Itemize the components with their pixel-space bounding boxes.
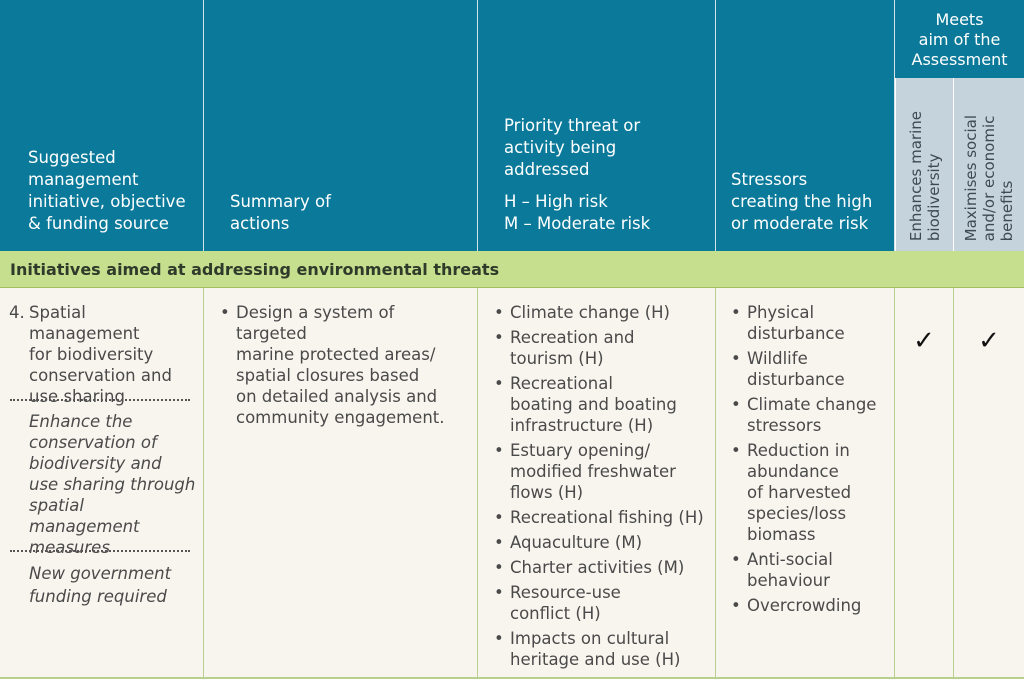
- text-line: • Estuary opening/: [510, 441, 651, 460]
- header-actions: [204, 0, 478, 251]
- text-line: boating and boating: [510, 395, 677, 414]
- header-initiative-text: [28, 147, 195, 235]
- text-line: initiative, objective: [28, 192, 186, 211]
- text-line: conservation of: [29, 433, 157, 452]
- text-line: modified freshwater: [510, 462, 676, 481]
- text-line: • Impacts on cultural: [510, 629, 670, 648]
- header-threat: [478, 0, 716, 251]
- checkmark-icon: ✓: [978, 326, 1000, 356]
- header-stressors: [716, 0, 895, 251]
- stressor-item: [731, 440, 893, 545]
- text-line: species/loss: [747, 504, 847, 523]
- text-line: community engagement.: [236, 408, 445, 427]
- text-line: • Physical: [747, 303, 815, 322]
- text-line: spatial closures based: [236, 366, 420, 385]
- stressor-item: [731, 348, 893, 390]
- text-line: Suggested: [28, 148, 116, 167]
- stressor-item: [731, 302, 893, 344]
- threat-item: [494, 440, 712, 503]
- threat-item: [494, 628, 712, 670]
- threat-item: [494, 373, 712, 436]
- funding-source: [29, 562, 199, 608]
- text-line: • Climate change (H): [510, 303, 670, 322]
- threat-item: [494, 532, 712, 553]
- header-risk-key: [504, 191, 707, 235]
- threat-item: [494, 557, 712, 578]
- stressor-item: [731, 549, 893, 591]
- text-line: Enhance the: [29, 412, 133, 431]
- text-line: Priority threat or: [504, 116, 641, 135]
- threat-item: [494, 327, 712, 369]
- text-line: M – Moderate risk: [504, 214, 651, 233]
- text-line: stressors: [747, 416, 822, 435]
- header-biodiversity: [895, 78, 954, 251]
- text-line: Spatial management: [29, 303, 140, 343]
- text-line: • Charter activities (M): [510, 558, 685, 577]
- dotted-divider: [10, 550, 190, 552]
- text-line: conservation and: [29, 366, 172, 385]
- text-line: • Resource-use: [510, 583, 621, 602]
- text-line: • Recreation and: [510, 328, 635, 347]
- header-actions-text: [230, 191, 469, 235]
- text-line: • Climate change: [747, 395, 877, 414]
- cell-biodiversity: [895, 288, 954, 679]
- text-line: measures: [29, 538, 110, 557]
- stressors-list: [731, 302, 893, 620]
- text-line: disturbance: [747, 370, 845, 389]
- text-line: disturbance: [747, 324, 845, 343]
- text-line: addressed: [504, 160, 590, 179]
- cell-stressors: [716, 288, 895, 679]
- row-number: 4.: [9, 303, 25, 322]
- text-line: marine protected areas/: [236, 345, 436, 364]
- initiative-objective: [29, 411, 199, 558]
- text-line: • Anti-social: [747, 550, 833, 569]
- header-meets-aim: [895, 0, 1024, 78]
- text-line: • Wildlife: [747, 349, 808, 368]
- text-line: or moderate risk: [731, 214, 869, 233]
- text-line: • Recreational: [510, 374, 613, 393]
- text-line: management: [28, 170, 139, 189]
- text-line: New government: [29, 564, 172, 583]
- text-line: • Reduction in: [747, 441, 850, 460]
- text-line: H – High risk: [504, 192, 608, 211]
- text-line: conflict (H): [510, 604, 601, 623]
- text-line: activity being: [504, 138, 617, 157]
- threats-list: [494, 302, 712, 674]
- checkmark-icon: ✓: [913, 326, 935, 356]
- cell-threats: [478, 288, 716, 679]
- header-social-economic: [954, 78, 1024, 251]
- header-stressors-text: [731, 169, 886, 235]
- threat-item: [494, 302, 712, 323]
- stressor-item: [731, 394, 893, 436]
- header-initiative: [0, 0, 204, 251]
- table-header: [0, 0, 1024, 251]
- actions-list: [220, 302, 470, 432]
- text-line: use sharing through: [29, 475, 196, 494]
- text-line: abundance: [747, 462, 839, 481]
- text-line: of harvested: [747, 483, 852, 502]
- text-line: Meets: [935, 10, 984, 29]
- text-line: spatial management: [29, 496, 140, 536]
- text-line: • Aquaculture (M): [510, 533, 643, 552]
- threat-item: [494, 507, 712, 528]
- cell-actions: [204, 288, 478, 679]
- stressor-item: [731, 595, 893, 616]
- action-item: [220, 302, 470, 428]
- text-line: Stressors: [731, 170, 808, 189]
- text-line: infrastructure (H): [510, 416, 654, 435]
- text-line: use sharing: [29, 387, 125, 406]
- text-line: for biodiversity: [29, 345, 154, 364]
- text-line: biodiversity and: [29, 454, 162, 473]
- text-line: • Overcrowding: [747, 596, 862, 615]
- header-threat-text: [504, 115, 707, 181]
- text-line: tourism (H): [510, 349, 604, 368]
- threat-item: [494, 582, 712, 624]
- header-social-economic-text: Maximises social and/or economic benefits: [962, 114, 1016, 241]
- text-line: actions: [230, 214, 290, 233]
- text-line: aim of the: [918, 30, 1001, 49]
- section-heading: Initiatives aimed at addressing environmental threats: [0, 251, 1024, 288]
- initiative-title: [29, 302, 199, 407]
- cell-social-economic: [954, 288, 1024, 679]
- text-line: behaviour: [747, 571, 830, 590]
- text-line: • Design a system of targeted: [236, 303, 395, 343]
- header-biodiversity-text: Enhances marine biodiversity: [906, 110, 943, 241]
- text-line: flows (H): [510, 483, 584, 502]
- text-line: on detailed analysis and: [236, 387, 438, 406]
- cell-initiative: [0, 288, 204, 679]
- text-line: Summary of: [230, 192, 331, 211]
- text-line: Assessment: [911, 50, 1008, 69]
- text-line: biomass: [747, 525, 816, 544]
- text-line: heritage and use (H): [510, 650, 681, 669]
- text-line: & funding source: [28, 214, 169, 233]
- text-line: funding required: [29, 587, 167, 606]
- text-line: creating the high: [731, 192, 873, 211]
- dotted-divider: [10, 399, 190, 401]
- text-line: • Recreational fishing (H): [510, 508, 704, 527]
